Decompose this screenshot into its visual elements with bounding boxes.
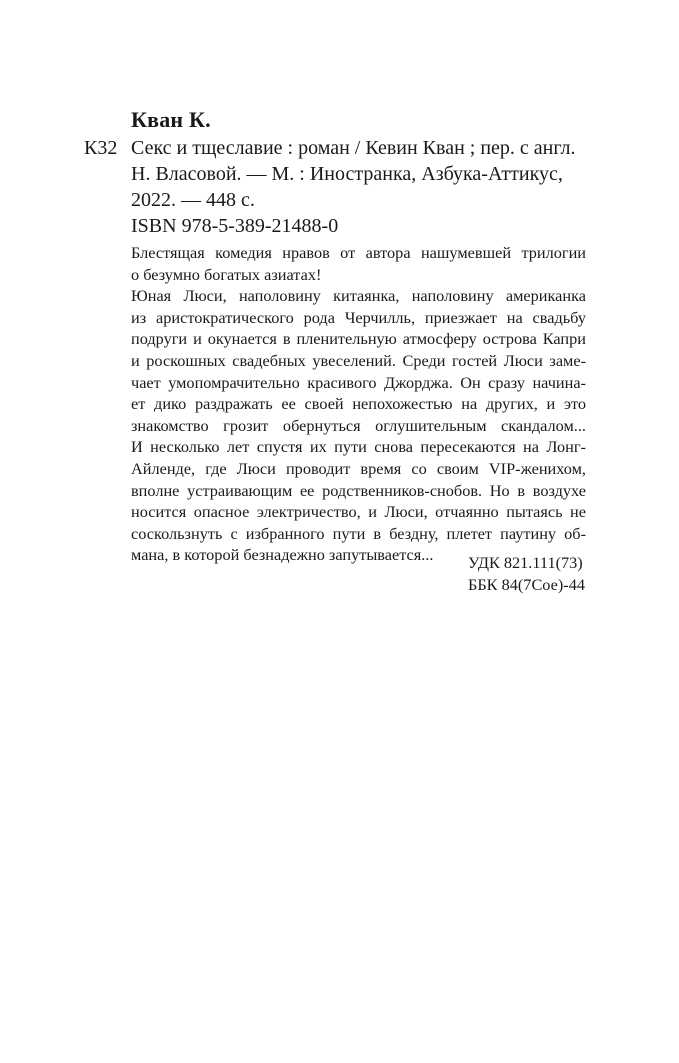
annotation-line: вполне устраивающим ее родственников-снобов. Но в воздухе bbox=[131, 480, 586, 500]
call-number: К32 bbox=[84, 137, 118, 159]
annotation-line: Юная Люси, наполовину китаянка, наполовину американка bbox=[131, 286, 586, 306]
annotation-line: знакомство грозит обернуться оглушительным скандалом... bbox=[131, 415, 586, 435]
bbk-code: ББК 84(7Сое)-44 bbox=[467, 574, 585, 594]
annotation-line: Блестящая комедия нравов от автора нашумевшей трилогии bbox=[131, 243, 586, 262]
annotation-line: о безумно богатых азиатах! bbox=[131, 264, 322, 284]
annotation-line: Айленде, где Люси проводит время со своим VIP-женихом, bbox=[131, 458, 586, 478]
annotation-line: И несколько лет спустя их пути снова пересекаются на Лонг- bbox=[131, 437, 586, 457]
annotation-line: носится опасное электричество, и Люси, отчаянно пытаясь не bbox=[131, 502, 586, 522]
annotation-line: и роскошных свадебных увеселений. Среди гостей Люси заме- bbox=[131, 350, 586, 370]
description-line: Н. Власовой. — М. : Иностранка, Азбука-Аттикус, bbox=[131, 163, 563, 185]
bibliographic-description bbox=[131, 135, 591, 239]
description-line: 2022. — 448 с. bbox=[131, 189, 255, 211]
isbn: ISBN 978-5-389-21488-0 bbox=[131, 215, 339, 237]
annotation-line: ет дико раздражать ее своей непохожестью на других, и это bbox=[131, 394, 586, 414]
annotation-line: подруги и окунается в пленительную атмосферу острова Капри bbox=[131, 329, 586, 349]
udk-code: УДК 821.111(73) bbox=[467, 553, 583, 572]
description-line: Секс и тщеславие : роман / Кевин Кван ; пер. с англ. bbox=[131, 137, 576, 159]
annotation bbox=[131, 242, 586, 566]
annotation-line: мана, в которой безнадежно запутывается... bbox=[131, 545, 434, 565]
classification-codes bbox=[468, 552, 585, 595]
annotation-line: из аристократического рода Черчилль, приезжает на свадьбу bbox=[131, 307, 586, 327]
annotation-line: чает умопомрачительно красивого Джорджа. Он сразу начина- bbox=[131, 372, 586, 392]
author-heading: Кван К. bbox=[131, 107, 211, 132]
annotation-line: соскользнуть с избранного пути в бездну, плетет паутину об- bbox=[131, 523, 586, 543]
